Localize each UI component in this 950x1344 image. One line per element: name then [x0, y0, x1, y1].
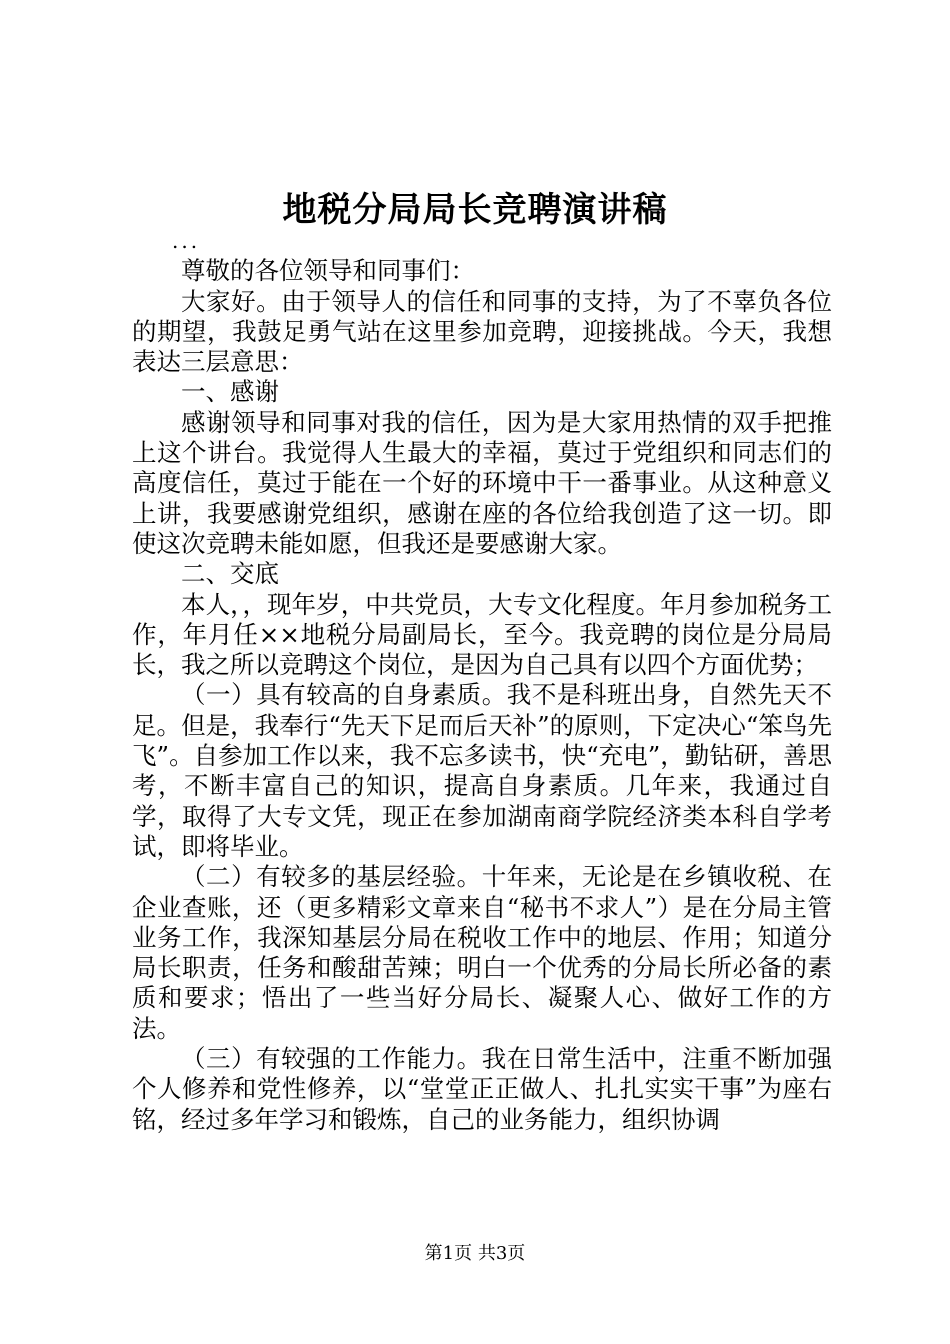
section-heading-thanks: 一、感谢: [181, 377, 279, 407]
advantage-two-paragraph: （二）有较多的基层经验。十年来，无论是在乡镇收税、在企业查账，还（更多精彩文章来自“秘书不求人”）是在分局主管业务工作，我深知基层分局在税收工作中的地层、作用；知道分局长职责，任务和酸甜苦辣；明白一个优秀的分局长所必备的素质和要求；悟出了一些当好分局长、凝聚人心、做好工作的方法。: [132, 862, 832, 1043]
section-heading-background: 二、交底: [181, 559, 279, 589]
page-number-footer: 第1页 共3页: [424, 1243, 526, 1264]
background-paragraph: 本人，，现年岁，中共党员，大专文化程度。年月参加税务工作，年月任××地税分局副局长，至今。我竞聘的岗位是分局局长，我之所以竞聘这个岗位，是因为自己具有以四个方面优势；: [132, 589, 832, 680]
document-title: 地税分局局长竞聘演讲稿: [282, 190, 668, 230]
salutation-paragraph: 尊敬的各位领导和同事们：: [181, 256, 475, 286]
document-body: [132, 226, 832, 1135]
advantage-one-paragraph: （一）具有较高的自身素质。我不是科班出身，自然先天不足。但是，我奉行“先天下足而后天补”的原则，下定决心“笨鸟先飞”。自参加工作以来，我不忘多读书，快“充电”，勤钻研，善思考，不断丰富自己的知识，提高自身素质。几年来，我通过自学，取得了大专文凭，现正在参加湖南商学院经济类本科自学考试，即将毕业。: [132, 680, 832, 861]
thanks-paragraph: 感谢领导和同事对我的信任，因为是大家用热情的双手把推上这个讲台。我觉得人生最大的幸福，莫过于党组织和同志们的高度信任，莫过于能在一个好的环境中干一番事业。从这种意义上讲，我要感谢党组织，感谢在座的各位给我创造了这一切。即使这次竞聘未能如愿，但我还是要感谢大家。: [132, 407, 832, 558]
intro-paragraph: 大家好。由于领导人的信任和同事的支持，为了不辜负各位的期望，我鼓足勇气站在这里参加竞聘，迎接挑战。今天，我想表达三层意思：: [132, 286, 832, 377]
advantage-three-paragraph: （三）有较强的工作能力。我在日常生活中，注重不断加强个人修养和党性修养，以“堂堂正正做人、扎扎实实干事”为座右铭，经过多年学习和锻炼，自己的业务能力，组织协调: [132, 1044, 832, 1134]
ellipsis-paragraph: ...: [172, 229, 201, 253]
